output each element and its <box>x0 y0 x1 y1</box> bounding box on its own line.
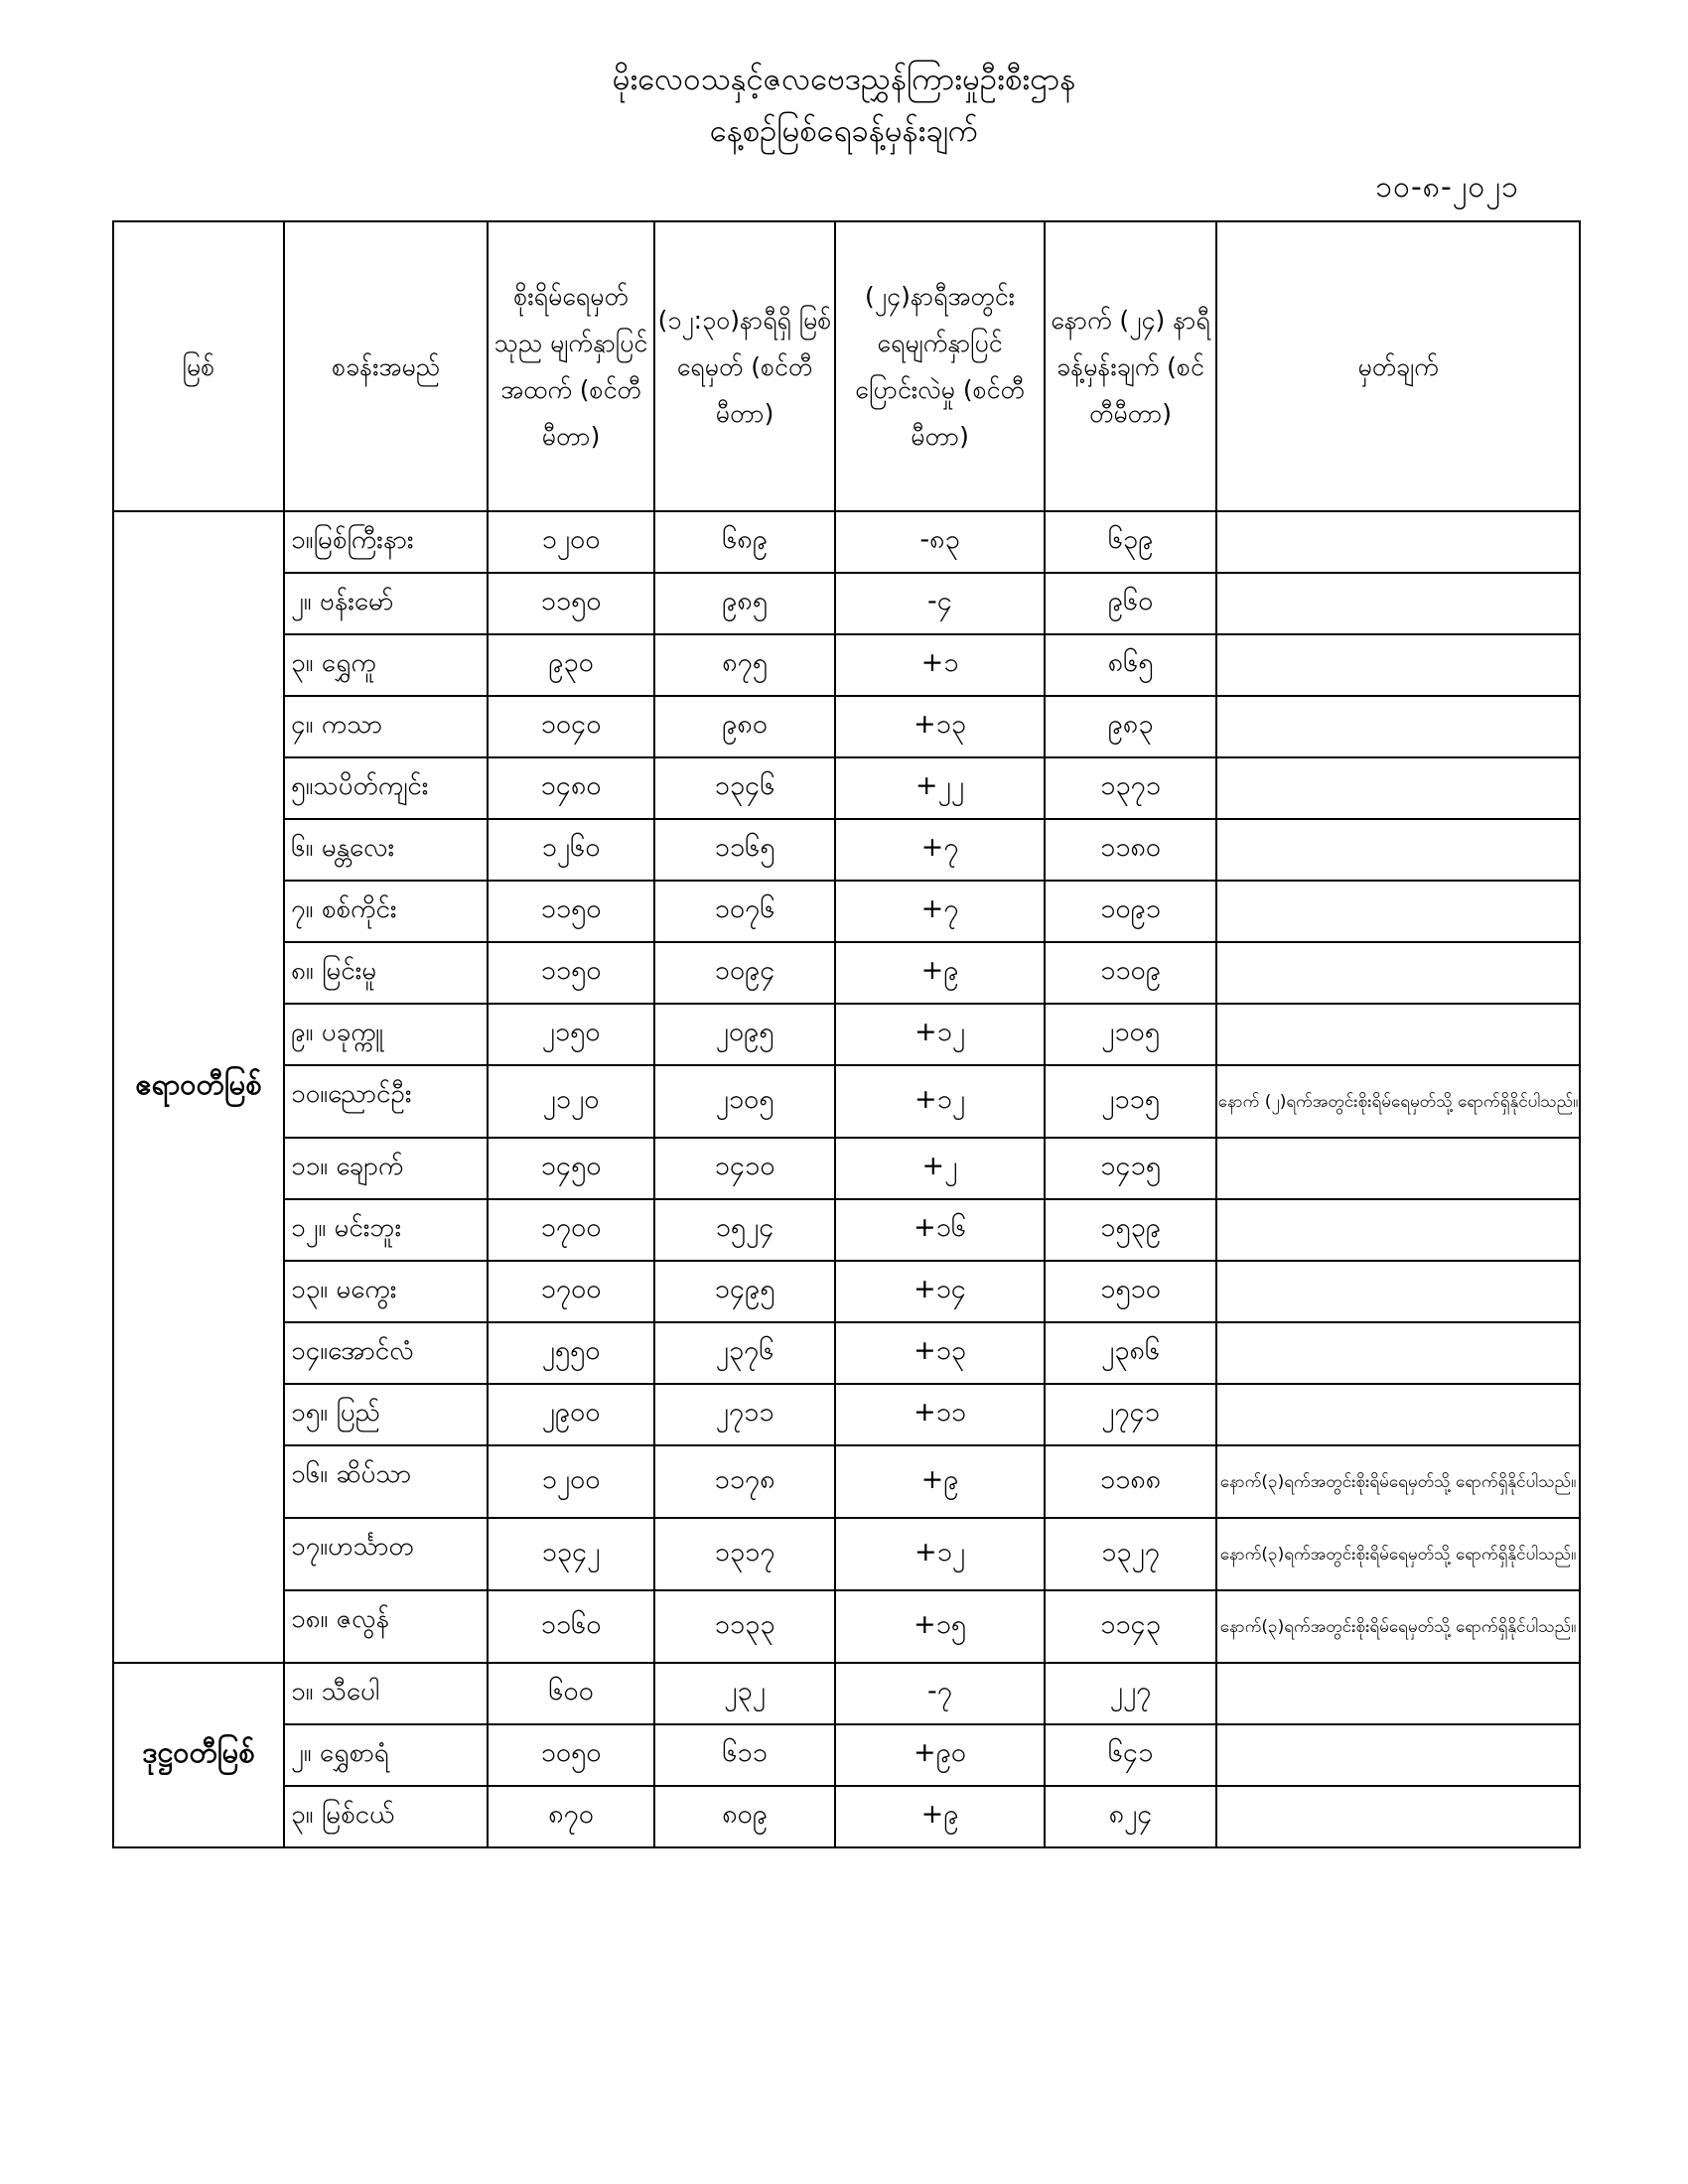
forecast-cell: ၁၁၈၈ <box>1045 1445 1216 1518</box>
remark-cell <box>1216 696 1580 757</box>
water-level-cell: ၉၈၀ <box>654 696 835 757</box>
change-cell: +၁၂ <box>835 1004 1045 1065</box>
water-level-cell: ၁၀၉၄ <box>654 942 835 1004</box>
table-row <box>113 1518 1580 1590</box>
change-cell: +၁၆ <box>835 1199 1045 1261</box>
header-river: မြစ် <box>113 221 284 511</box>
remark-cell: နောက်(၃)ရက်အတွင်းစိုးရိမ်ရေမှတ်သို့ ရောက်ရှိနိုင်ပါသည်။ <box>1216 1445 1580 1518</box>
table-row <box>113 634 1580 696</box>
header-forecast: နောက် (၂၄) နာရီ ခန့်မှန်းချက် (စင်တီမီတာ) <box>1045 221 1216 511</box>
danger-level-cell: ၁၂၀၀ <box>488 511 654 573</box>
table-row <box>113 1138 1580 1199</box>
table-row <box>113 1261 1580 1322</box>
danger-level-cell: ၁၄၅၀ <box>488 1138 654 1199</box>
table-row <box>113 1786 1580 1847</box>
danger-level-cell: ၂၅၅၀ <box>488 1322 654 1384</box>
report-date: ၁၀-၈-၂၀၂၁ <box>1375 170 1519 205</box>
change-cell: +၉၀ <box>835 1724 1045 1786</box>
danger-level-cell: ၁၁၆၀ <box>488 1590 654 1663</box>
remark-cell <box>1216 757 1580 819</box>
station-cell: ၇။ စစ်ကိုင်း <box>284 881 488 942</box>
station-cell: ၁၆။ ဆိပ်သာ <box>284 1445 488 1518</box>
station-cell: ၁၁။ ချောက် <box>284 1138 488 1199</box>
remark-cell <box>1216 1004 1580 1065</box>
change-cell: +၉ <box>835 1786 1045 1847</box>
remark-cell <box>1216 1138 1580 1199</box>
station-cell: ၄။ ကသာ <box>284 696 488 757</box>
forecast-cell: ၁၁၄၃ <box>1045 1590 1216 1663</box>
station-cell: ၅။သပိတ်ကျင်း <box>284 757 488 819</box>
danger-level-cell: ၁၇၀၀ <box>488 1199 654 1261</box>
agency-title: မိုးလေဝသနှင့်ဇလဗေဒညွှန်ကြားမှုဦးစီးဌာန <box>612 62 1076 97</box>
change-cell: +၇ <box>835 881 1045 942</box>
station-cell: ၁၇။ဟင်္သာတ <box>284 1518 488 1590</box>
station-cell: ၁၈။ ဇလွန် <box>284 1590 488 1663</box>
forecast-cell: ၈၆၅ <box>1045 634 1216 696</box>
change-cell: +၁၂ <box>835 1065 1045 1138</box>
header-station: စခန်းအမည် <box>284 221 488 511</box>
remark-cell: နောက်(၃)ရက်အတွင်းစိုးရိမ်ရေမှတ်သို့ ရောက်ရှိနိုင်ပါသည်။ <box>1216 1590 1580 1663</box>
remark-cell <box>1216 1261 1580 1322</box>
table-row <box>113 1322 1580 1384</box>
remark-cell <box>1216 511 1580 573</box>
danger-level-cell: ၂၁၅၀ <box>488 1004 654 1065</box>
table-row <box>113 1065 1580 1138</box>
danger-level-cell: ၂၉၀၀ <box>488 1384 654 1445</box>
table-row <box>113 1384 1580 1445</box>
remark-cell <box>1216 1322 1580 1384</box>
water-level-cell: ၁၄၁၀ <box>654 1138 835 1199</box>
forecast-cell: ၁၄၁၅ <box>1045 1138 1216 1199</box>
change-cell: -၇ <box>835 1663 1045 1724</box>
change-cell: -၄ <box>835 573 1045 634</box>
table-row <box>113 696 1580 757</box>
forecast-cell: ၁၁၀၉ <box>1045 942 1216 1004</box>
station-cell: ၁၂။ မင်းဘူး <box>284 1199 488 1261</box>
water-level-cell: ၁၄၉၅ <box>654 1261 835 1322</box>
table-row <box>113 573 1580 634</box>
change-cell: +၁၁ <box>835 1384 1045 1445</box>
forecast-cell: ၂၇၄၁ <box>1045 1384 1216 1445</box>
forecast-cell: ၆၃၉ <box>1045 511 1216 573</box>
danger-level-cell: ၁၄၈၀ <box>488 757 654 819</box>
station-cell: ၈။ မြင်းမူ <box>284 942 488 1004</box>
table-row <box>113 1724 1580 1786</box>
forecast-cell: ၉၆၀ <box>1045 573 1216 634</box>
table-row <box>113 511 1580 573</box>
change-cell: +၁၃ <box>835 696 1045 757</box>
water-level-cell: ၂၇၁၁ <box>654 1384 835 1445</box>
danger-level-cell: ၁၀၅၀ <box>488 1724 654 1786</box>
danger-level-cell: ၁၂၀၀ <box>488 1445 654 1518</box>
station-cell: ၃။ မြစ်ငယ် <box>284 1786 488 1847</box>
river-name-cell: ဧရာဝတီမြစ် <box>113 511 284 1663</box>
station-cell: ၆။ မန္တလေး <box>284 819 488 881</box>
water-level-cell: ၂၃၂ <box>654 1663 835 1724</box>
remark-cell: နောက် (၂)ရက်အတွင်းစိုးရိမ်ရေမှတ်သို့ ရောက်ရှိနိုင်ပါသည်။ <box>1216 1065 1580 1138</box>
header-danger-level: စိုးရိမ်ရေမှတ် သုည မျက်နှာပြင် အထက် (စင်တီမီတာ) <box>488 221 654 511</box>
remark-cell <box>1216 881 1580 942</box>
forecast-cell: ၁၃၂၇ <box>1045 1518 1216 1590</box>
danger-level-cell: ၂၁၂၀ <box>488 1065 654 1138</box>
change-cell: +၂ <box>835 1138 1045 1199</box>
remark-cell <box>1216 573 1580 634</box>
remark-cell <box>1216 1663 1580 1724</box>
remark-cell <box>1216 942 1580 1004</box>
danger-level-cell: ၁၁၅၀ <box>488 881 654 942</box>
water-level-cell: ၆၁၁ <box>654 1724 835 1786</box>
water-level-cell: ၆၈၉ <box>654 511 835 573</box>
water-level-cell: ၁၁၃၃ <box>654 1590 835 1663</box>
table-row <box>113 1445 1580 1518</box>
forecast-cell: ၉၈၃ <box>1045 696 1216 757</box>
forecast-cell: ၁၅၁၀ <box>1045 1261 1216 1322</box>
table-row <box>113 1590 1580 1663</box>
header-water-level: (၁၂:၃၀)နာရီရှိ မြစ်ရေမှတ် (စင်တီမီတာ) <box>654 221 835 511</box>
station-cell: ၃။ ရွှေကူ <box>284 634 488 696</box>
remark-cell <box>1216 634 1580 696</box>
danger-level-cell: ၆၀၀ <box>488 1663 654 1724</box>
water-level-cell: ၂၀၉၅ <box>654 1004 835 1065</box>
danger-level-cell: ၁၀၄၀ <box>488 696 654 757</box>
station-cell: ၁၃။ မကွေး <box>284 1261 488 1322</box>
table-body <box>113 511 1580 1847</box>
station-cell: ၂။ ရွှေစာရံ <box>284 1724 488 1786</box>
table-row <box>113 881 1580 942</box>
danger-level-cell: ၁၂၆၀ <box>488 819 654 881</box>
danger-level-cell: ၁၁၅၀ <box>488 573 654 634</box>
river-name-cell: ဒုဋ္ဌဝတီမြစ် <box>113 1663 284 1847</box>
remark-cell <box>1216 1724 1580 1786</box>
change-cell: +၇ <box>835 819 1045 881</box>
table-header-row <box>113 221 1580 511</box>
forecast-cell: ၁၀၉၁ <box>1045 881 1216 942</box>
change-cell: -၈၃ <box>835 511 1045 573</box>
table-row <box>113 1199 1580 1261</box>
forecast-cell: ၁၅၃၉ <box>1045 1199 1216 1261</box>
change-cell: +၁၄ <box>835 1261 1045 1322</box>
forecast-cell: ၂၁၁၅ <box>1045 1065 1216 1138</box>
water-level-cell: ၂၁၀၅ <box>654 1065 835 1138</box>
table-row <box>113 1004 1580 1065</box>
forecast-cell: ၂၂၇ <box>1045 1663 1216 1724</box>
forecast-cell: ၁၁၈၀ <box>1045 819 1216 881</box>
station-cell: ၁။ သီပေါ <box>284 1663 488 1724</box>
water-level-cell: ၈၀၉ <box>654 1786 835 1847</box>
station-cell: ၁၄။အောင်လံ <box>284 1322 488 1384</box>
water-level-cell: ၁၃၁၇ <box>654 1518 835 1590</box>
forecast-cell: ၆၄၁ <box>1045 1724 1216 1786</box>
danger-level-cell: ၁၁၅၀ <box>488 942 654 1004</box>
danger-level-cell: ၈၇၀ <box>488 1786 654 1847</box>
station-cell: ၉။ ပခုက္ကူ <box>284 1004 488 1065</box>
forecast-cell: ၂၃၈၆ <box>1045 1322 1216 1384</box>
table-row <box>113 757 1580 819</box>
water-level-cell: ၁၁၇၈ <box>654 1445 835 1518</box>
water-level-cell: ၈၇၅ <box>654 634 835 696</box>
water-level-cell: ၁၀၇၆ <box>654 881 835 942</box>
header-remarks: မှတ်ချက် <box>1216 221 1580 511</box>
remark-cell <box>1216 1786 1580 1847</box>
danger-level-cell: ၁၃၄၂ <box>488 1518 654 1590</box>
forecast-cell: ၂၁၀၅ <box>1045 1004 1216 1065</box>
change-cell: +၁၃ <box>835 1322 1045 1384</box>
remark-cell <box>1216 819 1580 881</box>
change-cell: +၁၂ <box>835 1518 1045 1590</box>
remark-cell: နောက်(၃)ရက်အတွင်းစိုးရိမ်ရေမှတ်သို့ ရောက်ရှိနိုင်ပါသည်။ <box>1216 1518 1580 1590</box>
water-level-table <box>112 220 1581 1848</box>
change-cell: +၁ <box>835 634 1045 696</box>
water-level-cell: ၁၃၄၆ <box>654 757 835 819</box>
station-cell: ၁၅။ ပြည် <box>284 1384 488 1445</box>
change-cell: +၁၅ <box>835 1590 1045 1663</box>
table-row <box>113 819 1580 881</box>
remark-cell <box>1216 1199 1580 1261</box>
water-level-cell: ၁၁၆၅ <box>654 819 835 881</box>
station-cell: ၁။မြစ်ကြီးနား <box>284 511 488 573</box>
forecast-cell: ၁၃၇၁ <box>1045 757 1216 819</box>
water-level-cell: ၉၈၅ <box>654 573 835 634</box>
water-level-cell: ၁၅၂၄ <box>654 1199 835 1261</box>
forecast-cell: ၈၂၄ <box>1045 1786 1216 1847</box>
change-cell: +၂၂ <box>835 757 1045 819</box>
header-change-24h: (၂၄)နာရီအတွင်း ရေမျက်နှာပြင် ပြောင်းလဲမှု (စင်တီမီတာ) <box>835 221 1045 511</box>
danger-level-cell: ၁၇၀၀ <box>488 1261 654 1322</box>
danger-level-cell: ၉၃၀ <box>488 634 654 696</box>
table-row <box>113 1663 1580 1724</box>
report-title: နေ့စဉ်မြစ်ရေခန့်မှန်းချက် <box>709 113 979 149</box>
remark-cell <box>1216 1384 1580 1445</box>
change-cell: +၉ <box>835 942 1045 1004</box>
water-level-cell: ၂၃၇၆ <box>654 1322 835 1384</box>
station-cell: ၂။ ဗန်းမော် <box>284 573 488 634</box>
change-cell: +၉ <box>835 1445 1045 1518</box>
table-row <box>113 942 1580 1004</box>
station-cell: ၁၀။ညောင်ဦး <box>284 1065 488 1138</box>
